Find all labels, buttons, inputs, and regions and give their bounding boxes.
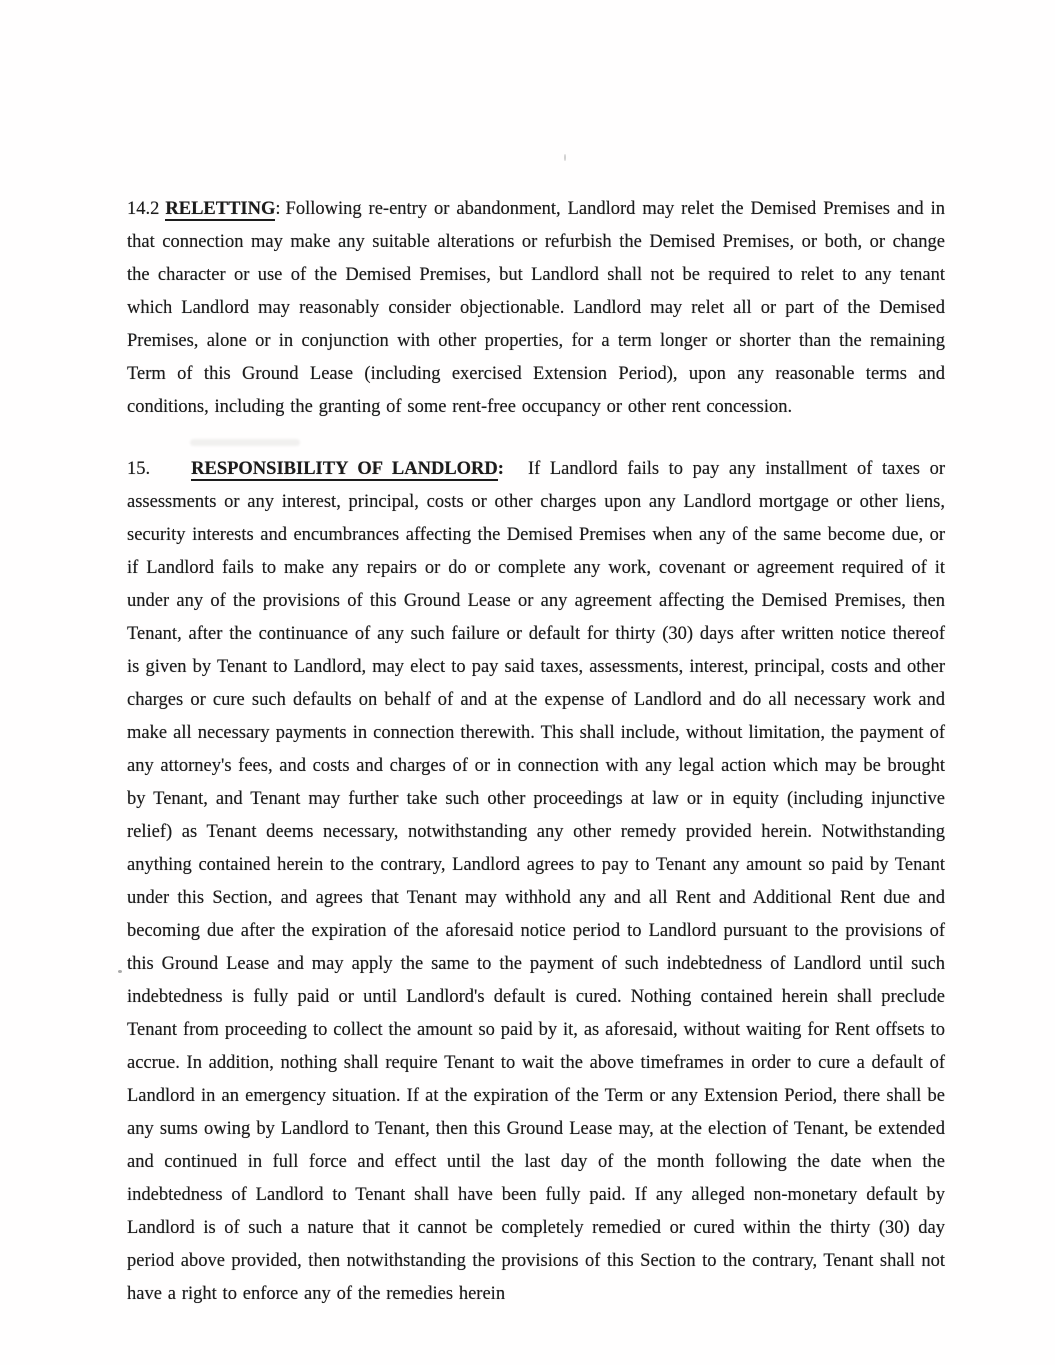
section-title: RESPONSIBILITY OF LANDLORD [191,459,498,479]
scan-speck [564,154,566,161]
scan-speck [118,970,122,973]
section-number: 14.2 [127,199,160,219]
section-title-colon: : [497,459,504,479]
section-title-colon: : [275,199,281,219]
section-15-responsibility-of-landlord [127,453,945,1311]
section-title: RELETTING [165,199,276,219]
section-body-text: If Landlord fails to pay any installment of taxes or assessments or any interest, principal, costs or other charges upon any Landlord mortgage or other liens, security interests and encumbrances affecting the Demised Premises when any of the same become due, or if Landlord fails to make any repairs or do or complete any work, covenant or agreement required of it under any of the provisions of this Ground Lease or any agreement affecting the Demised Premises, then Tenant, after the continuance of any such failure or default for thirty (30) days after written notice thereof is given by Tenant to Landlord, may elect to pay said taxes, assessments, interest, principal, costs and other charges or cure such defaults on behalf of and at the expense of Landlord and do all necessary work and make all necessary payments in connection therewith. This shall include, without limitation, the payment of any attorney's fees, and costs and charges of or in connection with any legal action which may be brought by Tenant, and Tenant may further take such other proceedings at law or in equity (including injunctive relief) as Tenant deems necessary, notwithstanding any other remedy provided herein. Notwithstanding anything contained herein to the contrary, Landlord agrees to pay to Tenant any amount so paid by Tenant under this Section, and agrees that Tenant may withhold any and all Rent and Additional Rent due and becoming due after the expiration of the aforesaid notice period to Landlord pursuant to the provisions of this Ground Lease and may apply the same to the payment of such indebtedness of Landlord until such indebtedness is fully paid or until Landlord's default is cured. Nothing contained herein shall preclude Tenant from proceeding to collect the amount so paid by it, as aforesaid, without waiting for Rent offsets to accrue. In addition, nothing shall require Tenant to wait the above timeframes in order to cure a default of Landlord in an emergency situation. If at the expiration of the Term or any Extension Period, there shall be any sums owing by Landlord to Tenant, then this Ground Lease may, at the election of Tenant, be extended and continued in full force and effect until the last day of the month following the date when the indebtedness of Landlord to Tenant shall have been fully paid. If any alleged non-monetary default by Landlord is of such a nature that it cannot be completely remedied or cured within the thirty (30) day period above provided, then notwithstanding the provisions of this Section to the contrary, Tenant shall not have a right to enforce any of the remedies herein [127,459,945,1304]
section-body-text: Following re-entry or abandonment, Landlord may relet the Demised Premises and in that connection may make any suitable alterations or refurbish the Demised Premises, or both, or change the character or use of the Demised Premises, but Landlord shall not be required to relet to any tenant which Landlord may reasonably consider objectionable. Landlord may relet all or part of the Demised Premises, alone or in conjunction with other properties, for a term longer or shorter than the remaining Term of this Ground Lease (including exercised Extension Period), upon any reasonable terms and conditions, including the granting of some rent-free occupancy or other rent concession. [127,199,945,417]
section-14-2-reletting [127,193,945,424]
scan-smudge [190,439,300,446]
section-number: 15. [127,459,151,479]
